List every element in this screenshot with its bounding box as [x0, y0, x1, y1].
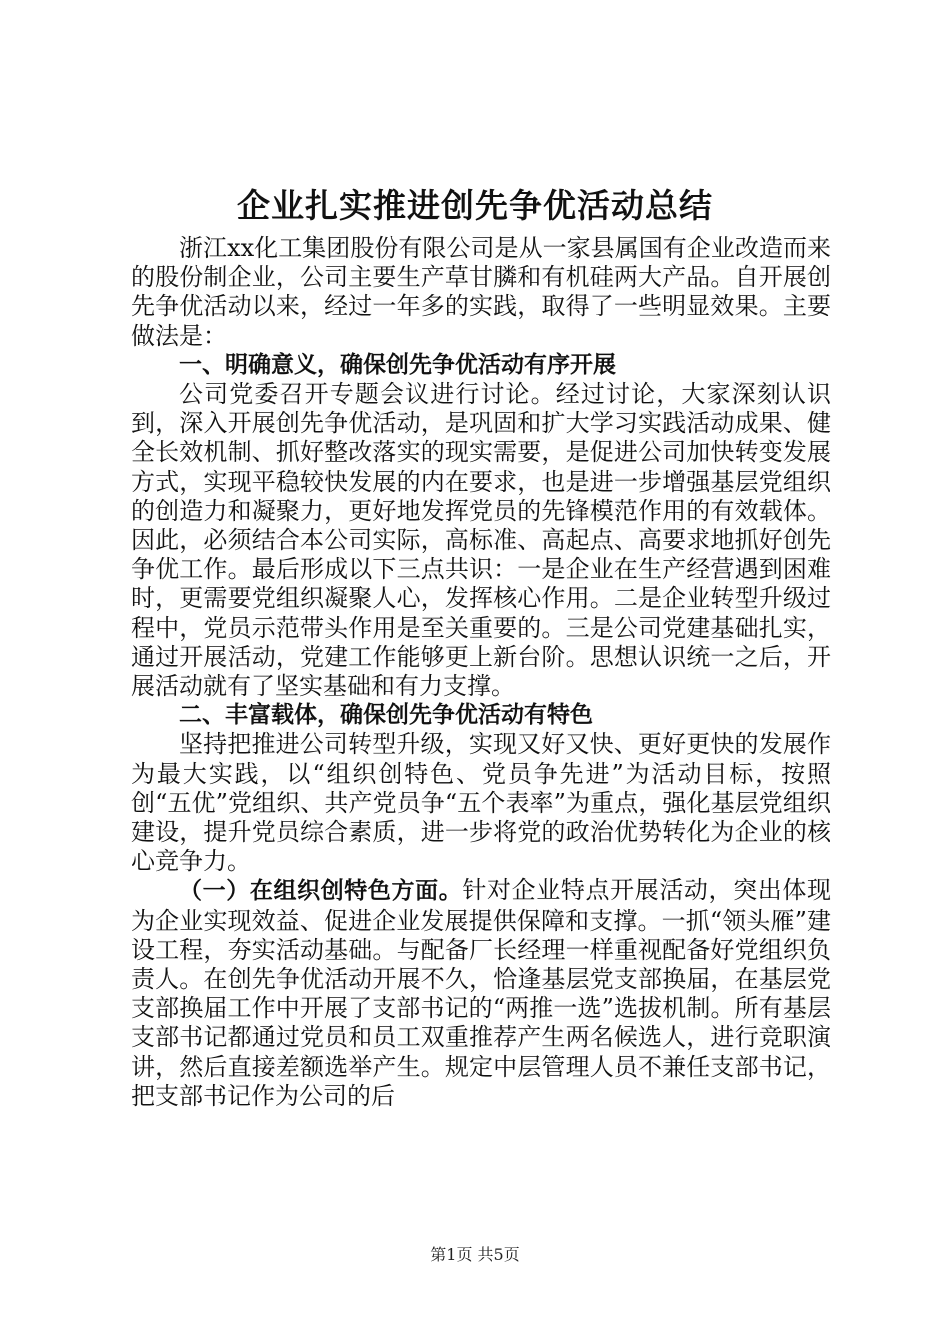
subsection-1-body: 针对企业特点开展活动，突出体现为企业实现效益、促进企业发展提供保障和支撑。一抓“领头雁”建设工程，夯实活动基础。与配备厂长经理一样重视配备好党组织负责人。在创先争优活动开展不久，恰逢基层党支部换届，在基层党支部换届工作中开展了支部书记的“两推一选”选拔机制。所有基层支部书记都通过党员和员工双重推荐产生两名候选人，进行竞职演讲，然后直接差额选举产生。规定中层管理人员不兼任支部书记，把支部书记作为公司的后	[131, 876, 832, 1110]
section-2-heading: 二、丰富载体，确保创先争优活动有特色	[179, 702, 593, 729]
section-1-paragraph: 公司党委召开专题会议进行讨论。经过讨论，大家深刻认识到，深入开展创先争优活动，是巩固和扩大学习实践活动成果、健全长效机制、抓好整改落实的现实需要，是促进公司加快转变发展方式，实现平稳较快发展的内在要求，也是进一步增强基层党组织的创造力和凝聚力，更好地发挥党员的先锋模范作用的有效载体。因此，必须结合本公司实际，高标准、高起点、高要求地抓好创先争优工作。最后形成以下三点共识：一是企业在生产经营遇到困难时，更需要党组织凝聚人心，发挥核心作用。二是企业转型升级过程中，党员示范带头作用是至关重要的。三是公司党建基础扎实，通过开展活动，党建工作能够更上新台阶。思想认识统一之后，开展活动就有了坚实基础和有力支撑。	[131, 380, 831, 701]
page-number: 第1页 共5页	[430, 1245, 520, 1264]
document-title: 企业扎实推进创先争优活动总结	[237, 186, 713, 225]
section-2-paragraph: 坚持把推进公司转型升级，实现又好又快、更好更快的发展作为最大实践，以“组织创特色、党员争先进”为活动目标，按照创“五优”党组织、共产党员争“五个表率”为重点，强化基层党组织建设，提升党员综合素质，进一步将党的政治优势转化为企业的核心竞争力。	[131, 730, 831, 876]
subsection-1-paragraph	[131, 876, 831, 1111]
section-1-heading: 一、明确意义，确保创先争优活动有序开展	[179, 351, 616, 378]
document-body	[131, 234, 831, 1111]
subsection-1-lead: （一）在组织创特色方面。	[179, 878, 463, 905]
intro-paragraph: 浙江xx化工集团股份有限公司是从一家县属国有企业改造而来的股份制企业，公司主要生产草甘膦和有机硅两大产品。自开展创先争优活动以来，经过一年多的实践，取得了一些明显效果。主要做法是：	[131, 234, 831, 350]
